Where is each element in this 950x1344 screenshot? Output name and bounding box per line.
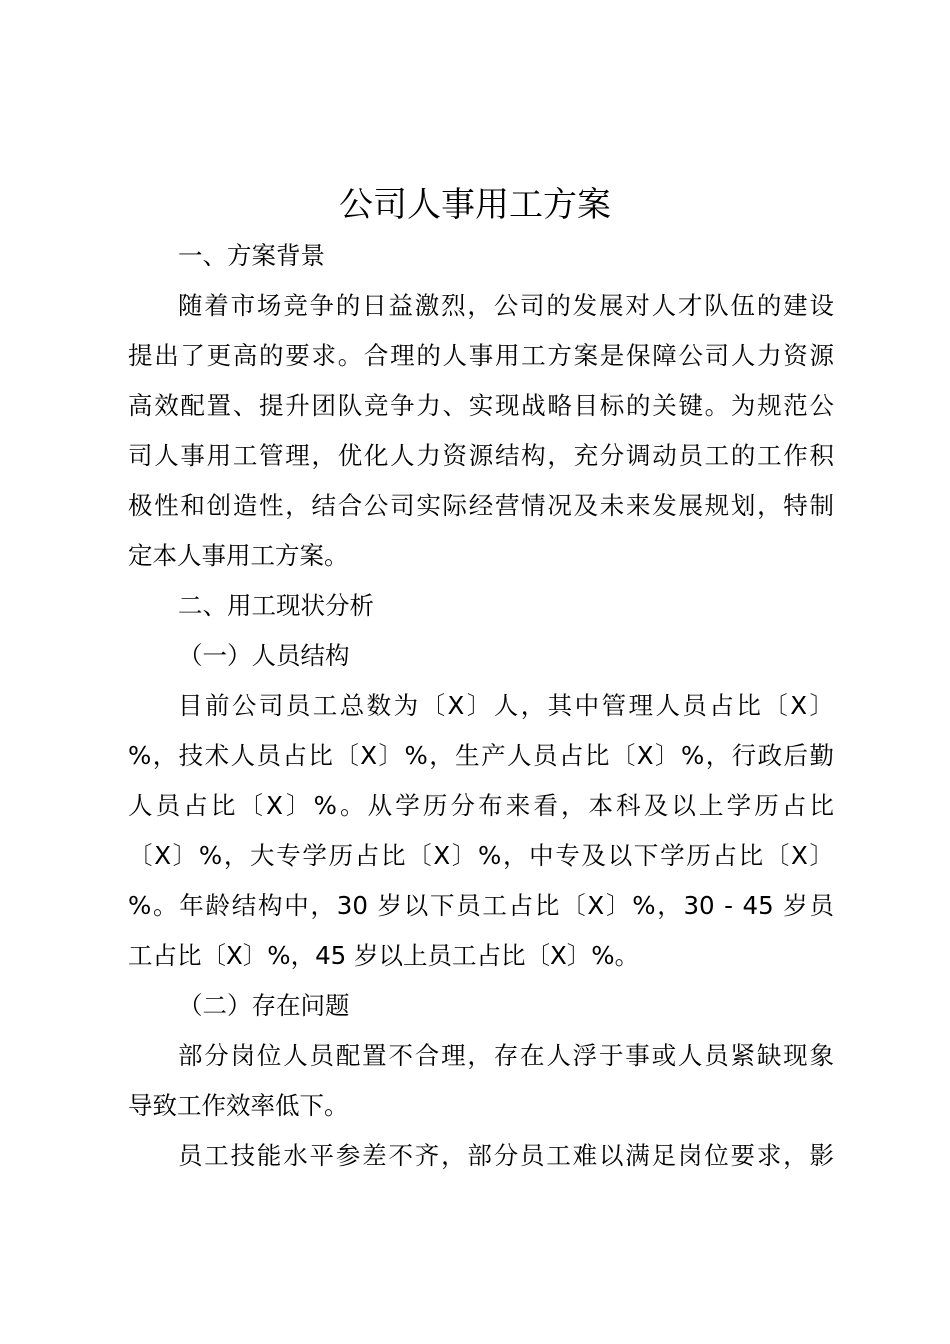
paragraph-line: 目前公司员工总数为〔X〕人，其中管理人员占比〔X〕 (178, 691, 834, 720)
paragraph-line: 定本人事用工方案。 (128, 541, 349, 570)
paragraph-line: 人员占比〔X〕%。从学历分布来看，本科及以上学历占比 (128, 791, 834, 820)
subsection-heading-staff-structure: （一）人员结构 (178, 641, 350, 670)
paragraph-line: 员工技能水平参差不齐，部分员工难以满足岗位要求，影 (178, 1141, 834, 1170)
paragraph-line: %，技术人员占比〔X〕%，生产人员占比〔X〕%，行政后勤 (128, 741, 834, 770)
section-heading-background: 一、方案背景 (178, 241, 325, 270)
paragraph-line: 极性和创造性，结合公司实际经营情况及未来发展规划，特制 (128, 491, 834, 520)
paragraph-line: 司人事用工管理，优化人力资源结构，充分调动员工的工作积 (128, 441, 834, 470)
paragraph-line: 工占比〔X〕%，45 岁以上员工占比〔X〕%。 (128, 941, 640, 970)
paragraph-line: 导致工作效率低下。 (128, 1091, 349, 1120)
document-title: 公司人事用工方案 (339, 185, 611, 225)
paragraph-line: %。年龄结构中，30 岁以下员工占比〔X〕%，30 - 45 岁员 (128, 891, 834, 920)
paragraph-line: 随着市场竞争的日益激烈，公司的发展对人才队伍的建设 (178, 291, 834, 320)
subsection-heading-problems: （二）存在问题 (178, 991, 350, 1020)
paragraph-line: 高效配置、提升团队竞争力、实现战略目标的关键。为规范公 (128, 391, 834, 420)
paragraph-line: 〔X〕%，大专学历占比〔X〕%，中专及以下学历占比〔X〕 (128, 841, 834, 870)
paragraph-line: 部分岗位人员配置不合理，存在人浮于事或人员紧缺现象 (178, 1041, 834, 1070)
section-heading-analysis: 二、用工现状分析 (178, 591, 374, 620)
paragraph-line: 提出了更高的要求。合理的人事用工方案是保障公司人力资源 (128, 341, 834, 370)
